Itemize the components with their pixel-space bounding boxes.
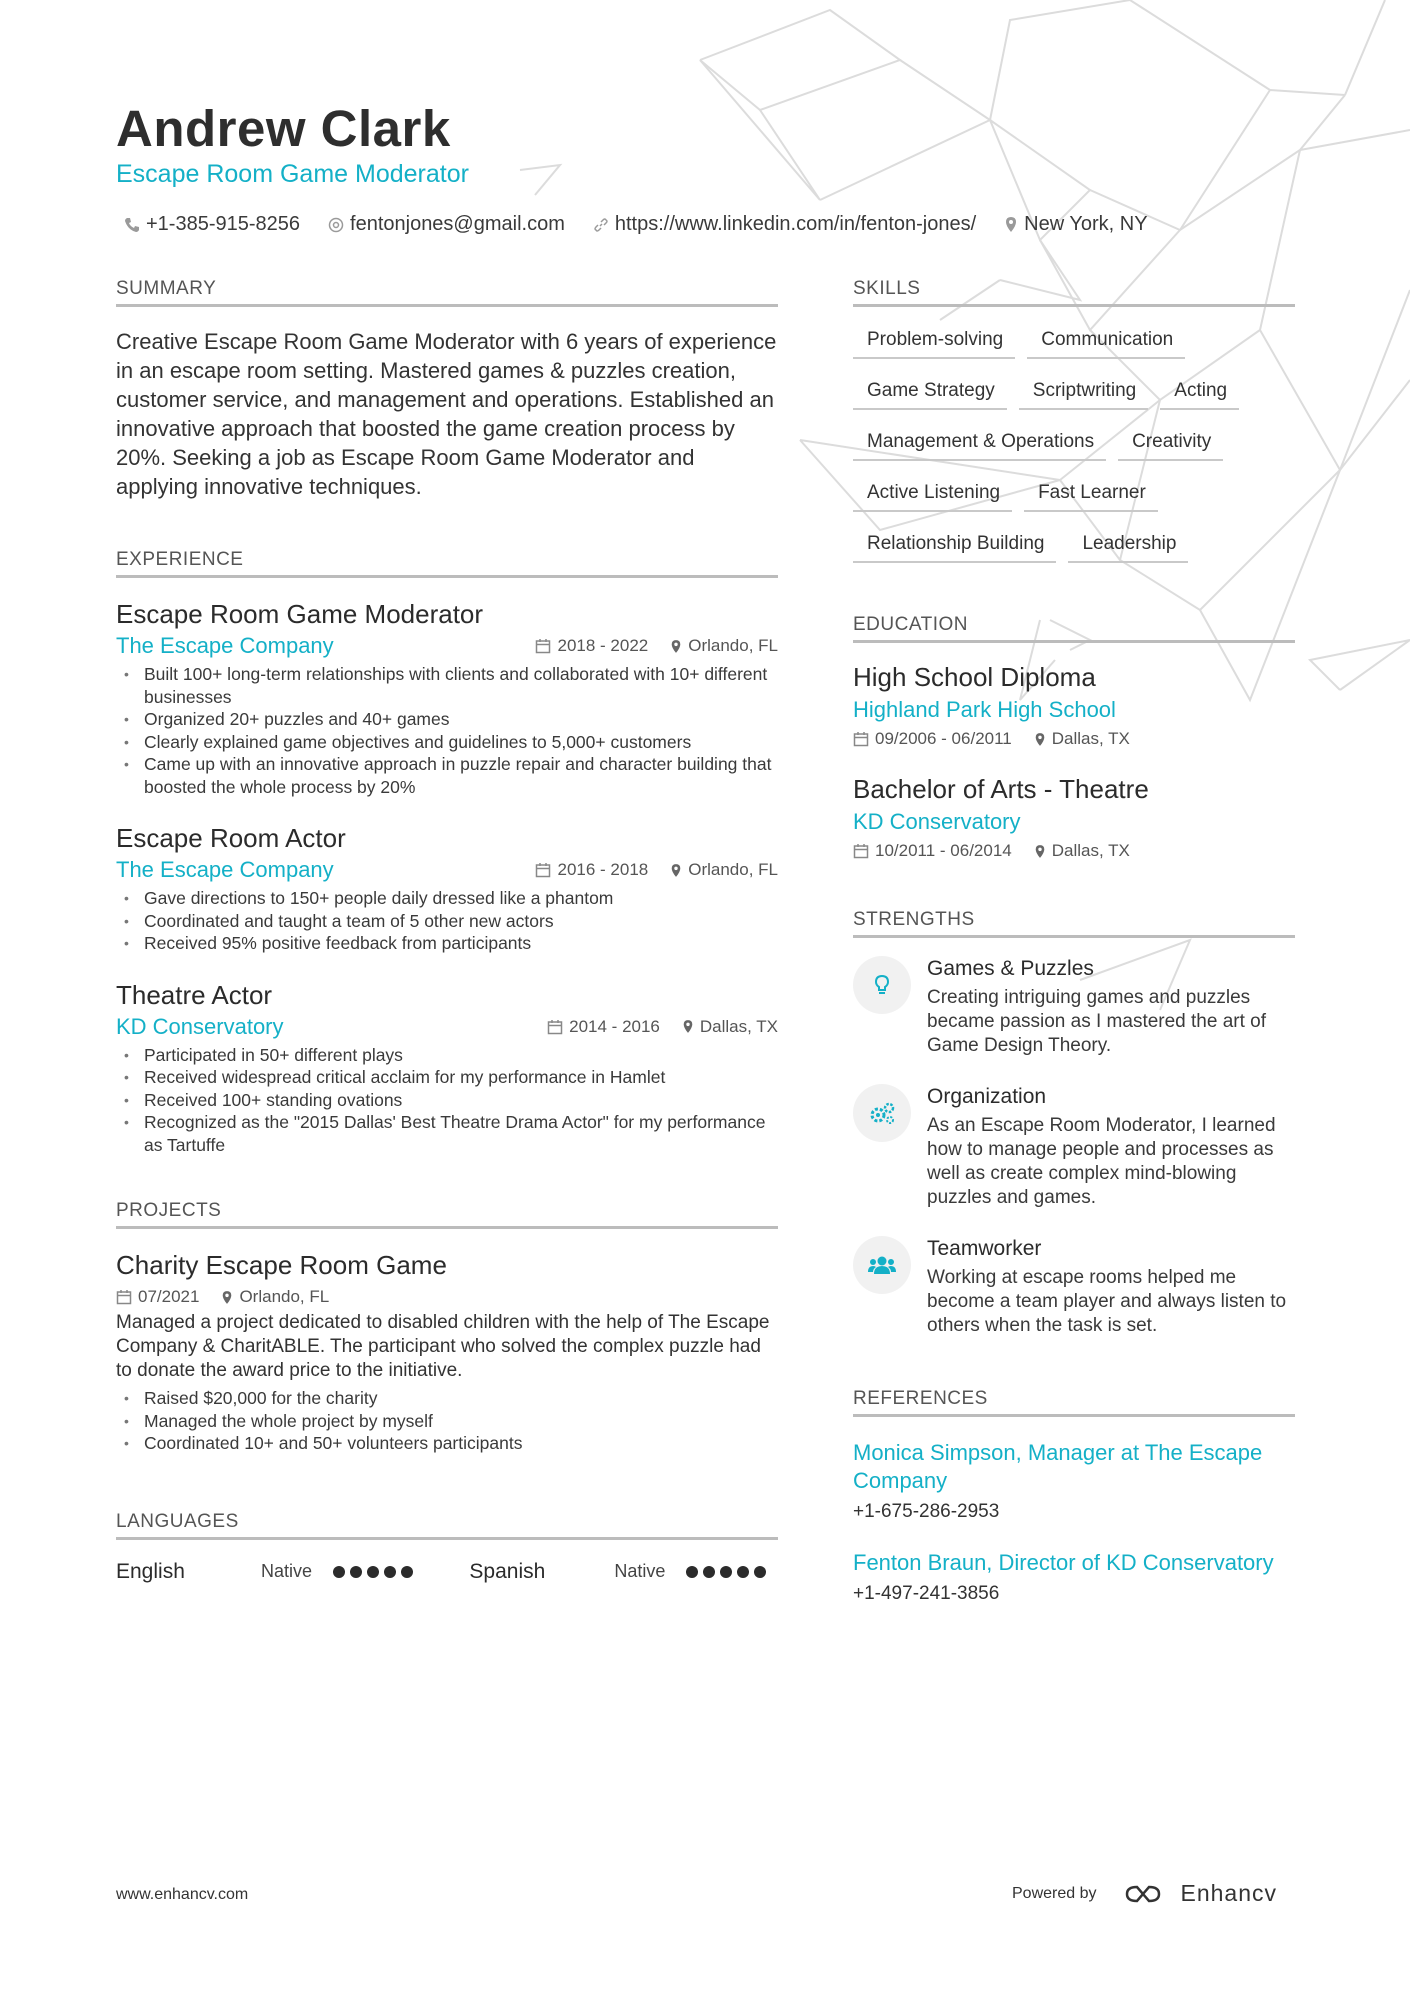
contact-linkedin[interactable] <box>593 213 976 236</box>
references-heading: REFERENCES <box>853 1388 1295 1417</box>
rating-dot <box>401 1566 413 1578</box>
skill-tag: Leadership <box>1068 525 1188 563</box>
education-entry <box>853 773 1295 861</box>
rating-dot <box>720 1566 732 1578</box>
list-item: • Recognized as the "2015 Dallas' Best Theatre Drama Actor" for my performance as Tartuffe <box>116 1111 778 1156</box>
rating-dot <box>367 1566 379 1578</box>
footer-website[interactable]: www.enhancv.com <box>116 1886 249 1903</box>
strength-title: Games & Puzzles <box>927 957 1094 980</box>
reference-name: Fenton Braun, Director of KD Conservatory <box>853 1550 1274 1575</box>
list-item: • Managed the whole project by myself <box>116 1410 778 1433</box>
brand-name: Enhancv <box>1180 1880 1278 1906</box>
school-name: Highland Park High School <box>853 697 1116 722</box>
calendar-icon <box>535 638 551 654</box>
experience-entry <box>116 822 778 955</box>
languages-heading: LANGUAGES <box>116 1511 778 1540</box>
rating-dot <box>703 1566 715 1578</box>
company-name: The Escape Company <box>116 857 334 882</box>
language-item <box>116 1560 469 1584</box>
phone-text: +1-385-915-8256 <box>146 213 301 235</box>
skills-list <box>853 321 1295 576</box>
location-pin-icon <box>670 639 682 654</box>
calendar-icon <box>853 843 869 859</box>
linkedin-text: https://www.linkedin.com/in/fenton-jones/ <box>614 213 977 235</box>
resume-header <box>116 100 1296 236</box>
list-item: • Clearly explained game objectives and guidelines to 5,000+ customers <box>116 731 778 754</box>
education-location: Dallas, TX <box>1051 729 1130 748</box>
email-text: fentonjones@gmail.com <box>350 213 565 235</box>
skill-tag: Active Listening <box>853 474 1012 512</box>
company-name: The Escape Company <box>116 633 334 658</box>
location-pin-icon <box>1034 732 1046 747</box>
link-icon <box>593 217 609 233</box>
reference-phone: +1-497-241-3856 <box>853 1583 1000 1604</box>
skill-tag: Acting <box>1160 372 1239 410</box>
footer-branding[interactable] <box>1012 1880 1277 1907</box>
rating-dot <box>384 1566 396 1578</box>
calendar-icon <box>853 731 869 747</box>
left-column <box>116 278 778 1584</box>
list-item: • Received 100+ standing ovations <box>116 1089 778 1112</box>
reference-item <box>853 1549 1295 1605</box>
language-rating <box>333 1566 418 1578</box>
summary-text: Creative Escape Room Game Moderator with 6 years of experience in an escape room setting. Mastered games & puzzles creation, customer service, and management and operations. Established an innovative approach that boosted the game creation process by 20%. Seeking a job as Escape Room Game Moderator and applying innovative techniques. <box>116 329 777 499</box>
list-item: • Built 100+ long-term relationships with clients and collaborated with 10+ different businesses <box>116 663 778 708</box>
skills-section <box>853 278 1295 576</box>
location-pin-icon <box>1034 844 1046 859</box>
rating-dot <box>333 1566 345 1578</box>
job-bullets <box>116 1044 778 1157</box>
lightbulb-icon <box>872 974 892 996</box>
location-pin-icon <box>1004 216 1018 233</box>
rating-dot <box>737 1566 749 1578</box>
skill-tag: Relationship Building <box>853 525 1056 563</box>
rating-dot <box>350 1566 362 1578</box>
language-name: Spanish <box>469 1559 546 1583</box>
skill-tag: Management & Operations <box>853 423 1106 461</box>
location-pin-icon <box>221 1290 233 1305</box>
contact-location <box>1004 213 1147 236</box>
references-section <box>853 1388 1295 1605</box>
summary-heading: SUMMARY <box>116 278 778 307</box>
skill-tag: Communication <box>1027 321 1185 359</box>
list-item: • Coordinated 10+ and 50+ volunteers participants <box>116 1432 778 1455</box>
project-entry <box>116 1249 778 1455</box>
job-dates: 2018 - 2022 <box>557 636 649 655</box>
contact-email[interactable] <box>328 213 565 236</box>
job-title: Theatre Actor <box>116 979 273 1010</box>
list-item: • Organized 20+ puzzles and 40+ games <box>116 708 778 731</box>
phone-icon <box>124 217 140 233</box>
reference-name: Monica Simpson, Manager at The Escape Company <box>853 1440 1263 1493</box>
contact-bar <box>116 213 1296 236</box>
strength-description: Creating intriguing games and puzzles became passion as I mastered the art of Game Design Theory. <box>927 987 1267 1056</box>
location-text: New York, NY <box>1024 213 1148 235</box>
language-item <box>469 1560 778 1584</box>
strengths-section <box>853 909 1295 1338</box>
project-bullets <box>116 1387 778 1455</box>
skill-tag: Problem-solving <box>853 321 1015 359</box>
education-heading: EDUCATION <box>853 614 1295 643</box>
list-item: • Came up with an innovative approach in puzzle repair and character building that boosted the whole process by 20% <box>116 753 778 798</box>
summary-section <box>116 278 778 501</box>
rating-dot <box>754 1566 766 1578</box>
job-dates: 2016 - 2018 <box>557 860 649 879</box>
strength-item <box>853 956 1295 1058</box>
list-item: • Received widespread critical acclaim for my performance in Hamlet <box>116 1066 778 1089</box>
list-item: • Received 95% positive feedback from participants <box>116 932 778 955</box>
project-title: Charity Escape Room Game <box>116 1250 447 1280</box>
contact-phone[interactable] <box>124 213 300 236</box>
language-rating <box>686 1566 771 1578</box>
job-title: Escape Room Game Moderator <box>116 599 484 629</box>
experience-entry <box>116 598 778 798</box>
at-icon <box>328 217 344 233</box>
strength-icon-badge <box>853 1236 911 1294</box>
list-item: • Raised $20,000 for the charity <box>116 1387 778 1410</box>
education-entry <box>853 661 1295 749</box>
list-item: • Coordinated and taught a team of 5 other new actors <box>116 910 778 933</box>
experience-heading: EXPERIENCE <box>116 549 778 578</box>
education-location: Dallas, TX <box>1051 841 1130 860</box>
project-date: 07/2021 <box>138 1287 200 1306</box>
calendar-icon <box>116 1289 132 1305</box>
strength-item <box>853 1236 1295 1338</box>
projects-section <box>116 1200 778 1455</box>
location-pin-icon <box>682 1019 694 1034</box>
powered-by-label: Powered by <box>1012 1884 1097 1902</box>
company-name: KD Conservatory <box>116 1013 284 1039</box>
reference-phone: +1-675-286-2953 <box>853 1501 1000 1522</box>
project-description: Managed a project dedicated to disabled children with the help of The Escape Company & CharitABLE. The participant who solved the complex puzzle had to donate the award price to the initiative. <box>116 1312 770 1381</box>
job-bullets <box>116 887 778 955</box>
job-dates: 2014 - 2016 <box>569 1016 660 1036</box>
strength-description: Working at escape rooms helped me become a team player and always listen to others when the task is set. <box>927 1267 1287 1336</box>
rating-dot <box>686 1566 698 1578</box>
gears-icon <box>868 1101 896 1125</box>
skill-tag: Fast Learner <box>1024 474 1158 512</box>
calendar-icon <box>535 862 551 878</box>
right-column <box>853 278 1295 1605</box>
education-dates: 10/2011 - 06/2014 <box>875 841 1012 860</box>
experience-entry <box>116 979 778 1157</box>
strength-icon-badge <box>853 1084 911 1142</box>
education-section <box>853 614 1295 861</box>
strength-title: Teamworker <box>927 1237 1042 1260</box>
job-location: Orlando, FL <box>688 860 778 879</box>
candidate-title: Escape Room Game Moderator <box>116 160 469 188</box>
skill-tag: Game Strategy <box>853 372 1007 410</box>
strength-description: As an Escape Room Moderator, I learned how to manage people and processes as well as create complex mind-blowing puzzles and games. <box>927 1115 1276 1208</box>
skill-tag: Scriptwriting <box>1019 372 1148 410</box>
calendar-icon <box>547 1019 563 1035</box>
strength-title: Organization <box>927 1085 1047 1108</box>
strengths-heading: STRENGTHS <box>853 909 1295 938</box>
reference-item <box>853 1439 1295 1523</box>
projects-heading: PROJECTS <box>116 1200 778 1229</box>
degree-title: Bachelor of Arts - Theatre <box>853 774 1149 804</box>
experience-section <box>116 549 778 1156</box>
skill-tag: Creativity <box>1118 423 1223 461</box>
location-pin-icon <box>670 863 682 878</box>
job-location: Dallas, TX <box>699 1016 778 1036</box>
strength-icon-badge <box>853 956 911 1014</box>
language-level: Native <box>261 1561 313 1581</box>
language-name: English <box>116 1559 185 1583</box>
degree-title: High School Diploma <box>853 662 1096 692</box>
list-item: • Gave directions to 150+ people daily dressed like a phantom <box>116 887 778 910</box>
list-item: • Participated in 50+ different plays <box>116 1044 778 1067</box>
languages-section <box>116 1511 778 1584</box>
enhancv-logo-icon <box>1123 1882 1173 1906</box>
skills-heading: SKILLS <box>853 278 1295 307</box>
project-location: Orlando, FL <box>239 1287 330 1306</box>
candidate-name: Andrew Clark <box>116 100 451 157</box>
job-title: Escape Room Actor <box>116 823 346 853</box>
language-level: Native <box>614 1561 666 1581</box>
strength-item <box>853 1084 1295 1210</box>
education-dates: 09/2006 - 06/2011 <box>875 729 1012 748</box>
school-name: KD Conservatory <box>853 809 1021 834</box>
users-icon <box>868 1254 896 1276</box>
job-bullets <box>116 663 778 798</box>
job-location: Orlando, FL <box>688 636 778 655</box>
